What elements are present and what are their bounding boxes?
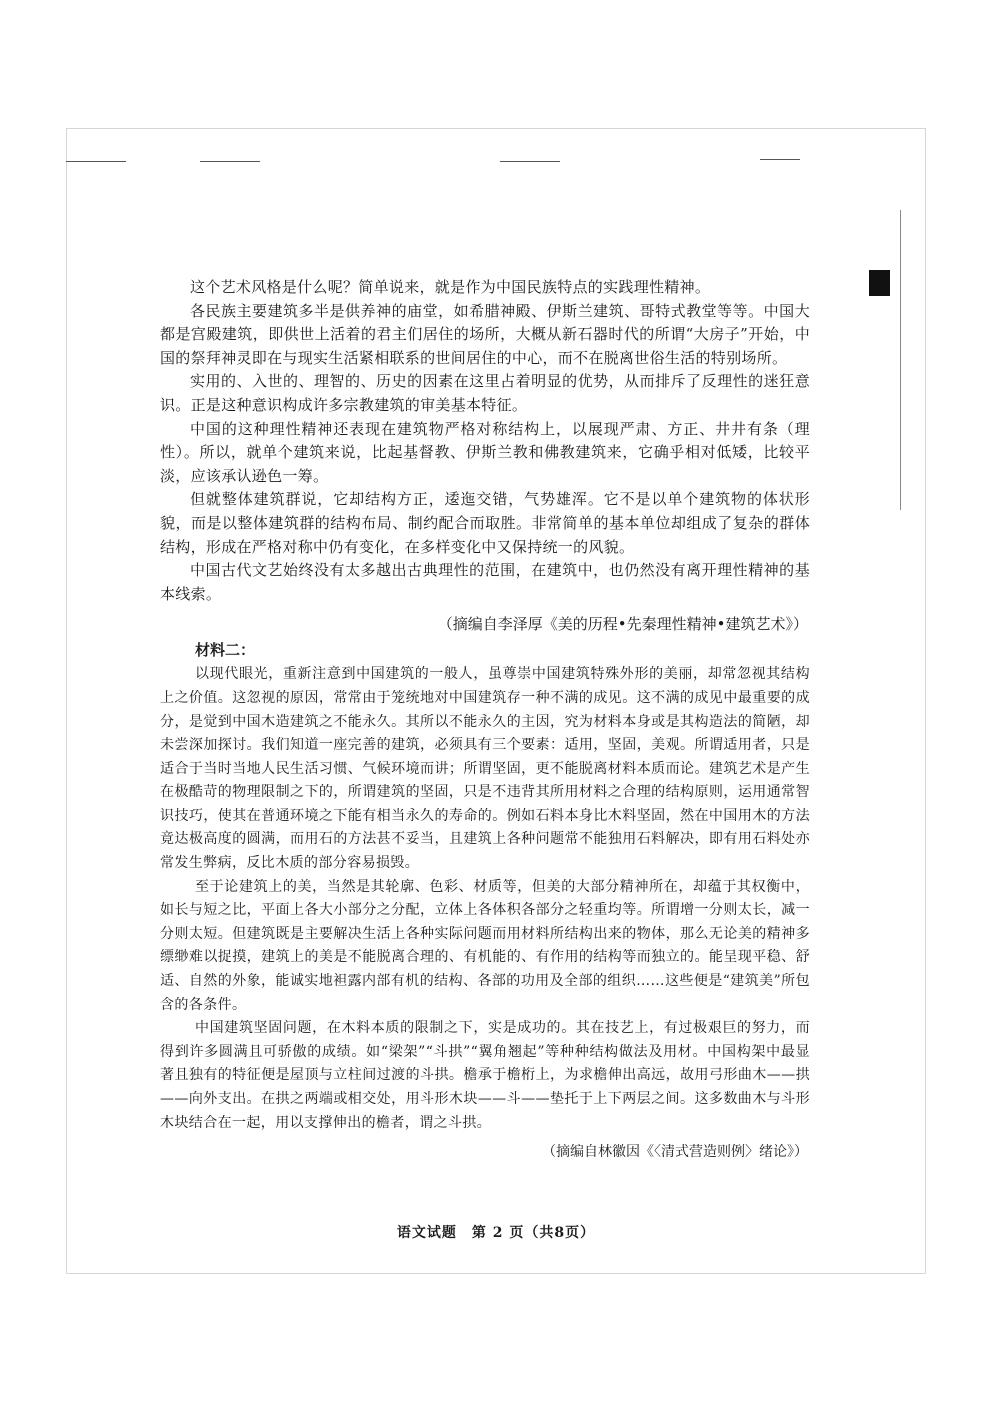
- paragraph: 中国古代文艺始终没有太多越出古典理性的范围，在建筑中，也仍然没有离开理性精神的基本线索。: [160, 561, 810, 603]
- document-body: [160, 276, 810, 1163]
- paragraph: 中国建筑坚固问题，在木料本质的限制之下，实是成功的。其在技艺上，有过极艰巨的努力，而得到许多圆满且可骄傲的成绩。如“梁架”“斗拱”“翼角翘起”等种种结构做法及用材。中国构架中最显著且独有的特征便是屋顶与立柱间过渡的斗拱。檐承于檐桁上，为求檐伸出高远，故用弓形曲木——拱——向外支出。在拱之两端或相交处，用斗形木块——斗——垫托于上下两层之间。这多数曲木与斗形木块结合在一起，用以支撑伸出的檐者，谓之斗拱。: [160, 1020, 810, 1131]
- paragraph: 中国的这种理性精神还表现在建筑物严格对称结构上，以展现严肃、方正、井井有条（理性）。所以，就单个建筑来说，比起基督教、伊斯兰教和佛教建筑来，它确乎相对低矮，比较平淡，应该承认逊色一筹。: [160, 419, 810, 485]
- scan-line: [900, 210, 901, 510]
- registration-mark: [869, 270, 890, 296]
- source-citation: （摘编自李泽厚《美的历程•先秦理性精神•建筑艺术》）: [437, 615, 808, 634]
- material-one: [160, 276, 810, 606]
- source-citation: （摘编自林徽因《〈清式营造则例〉绪论》）: [542, 1144, 808, 1161]
- paragraph: 实用的、入世的、理智的、历史的因素在这里占着明显的优势，从而排斥了反理性的迷狂意识。正是这种意识构成许多宗教建筑的审美基本特征。: [160, 372, 810, 414]
- page-footer: 语文试题 第 2 页（共8页）: [396, 1225, 596, 1241]
- scan-line: [760, 159, 800, 160]
- scan-line: [500, 161, 560, 162]
- material-heading: 材料二：: [195, 641, 256, 660]
- paragraph: 至于论建筑上的美，当然是其轮廓、色彩、材质等，但美的大部分精神所在，却蕴于其权衡中，如长与短之比，平面上各大小部分之分配，立体上各体积各部分之轻重均等。所谓增一分则太长，减一分则太短。但建筑既是主要解决生活上各种实际问题而用材料所结构出来的物体，那么无论美的精神多缥缈难以捉摸，建筑上的美是不能脱离合理的、有机能的、有作用的结构等而独立的。能呈现平稳、舒适、自然的外象，能诚实地袒露内部有机的结构、各部的功用及全部的组织……这些便是“建筑美”所包含的各条件。: [160, 878, 810, 1013]
- paragraph: 但就整体建筑群说，它却结构方正，逶迤交错，气势雄浑。它不是以单个建筑物的体状形貌，而是以整体建筑群的结构布局、制约配合而取胜。非常简单的基本单位却组成了复杂的群体结构，形成在严格对称中仍有变化，在多样变化中又保持统一的风貌。: [160, 490, 810, 556]
- scan-line: [200, 161, 260, 162]
- material-two: [160, 663, 810, 1135]
- paragraph: 以现代眼光，重新注意到中国建筑的一般人，虽尊崇中国建筑特殊外形的美丽，却常忽视其结构上之价值。这忽视的原因，常常由于笼统地对中国建筑存一种不满的成见。这不满的成见中最重要的成分，是觉到中国木造建筑之不能永久。其所以不能永久的主因，究为材料本身或是其构造法的简陋，却未尝深加探讨。我们知道一座完善的建筑，必须具有三个要素：适用，坚固，美观。所谓适用者，只是适合于当时当地人民生活习惯、气候环境而讲；所谓坚固，更不能脱离材料本质而论。建筑艺术是产生在极酷苛的物理限制之下的，所谓建筑的坚固，只是不违背其所用材料之合理的结构原则，运用通常智识技巧，使其在普通环境之下能有相当永久的寿命的。例如石料本身比木料坚固，然在中国用木的方法竟达极高度的圆满，而用石的方法甚不妥当，且建筑上各种问题常不能独用石料解决，即有用石料处亦常发生弊病，反比木质的部分容易损毁。: [160, 666, 810, 872]
- paragraph: 这个艺术风格是什么呢？简单说来，就是作为中国民族特点的实践理性精神。: [190, 278, 711, 296]
- paragraph: 各民族主要建筑多半是供养神的庙堂，如希腊神殿、伊斯兰建筑、哥特式教堂等等。中国大都是宫殿建筑，即供世上活着的君主们居住的场所，大概从新石器时代的所谓“大房子”开始，中国的祭拜神灵即在与现实生活紧相联系的世间居住的中心，而不在脱离世俗生活的特别场所。: [160, 301, 810, 367]
- scan-line: [66, 161, 126, 162]
